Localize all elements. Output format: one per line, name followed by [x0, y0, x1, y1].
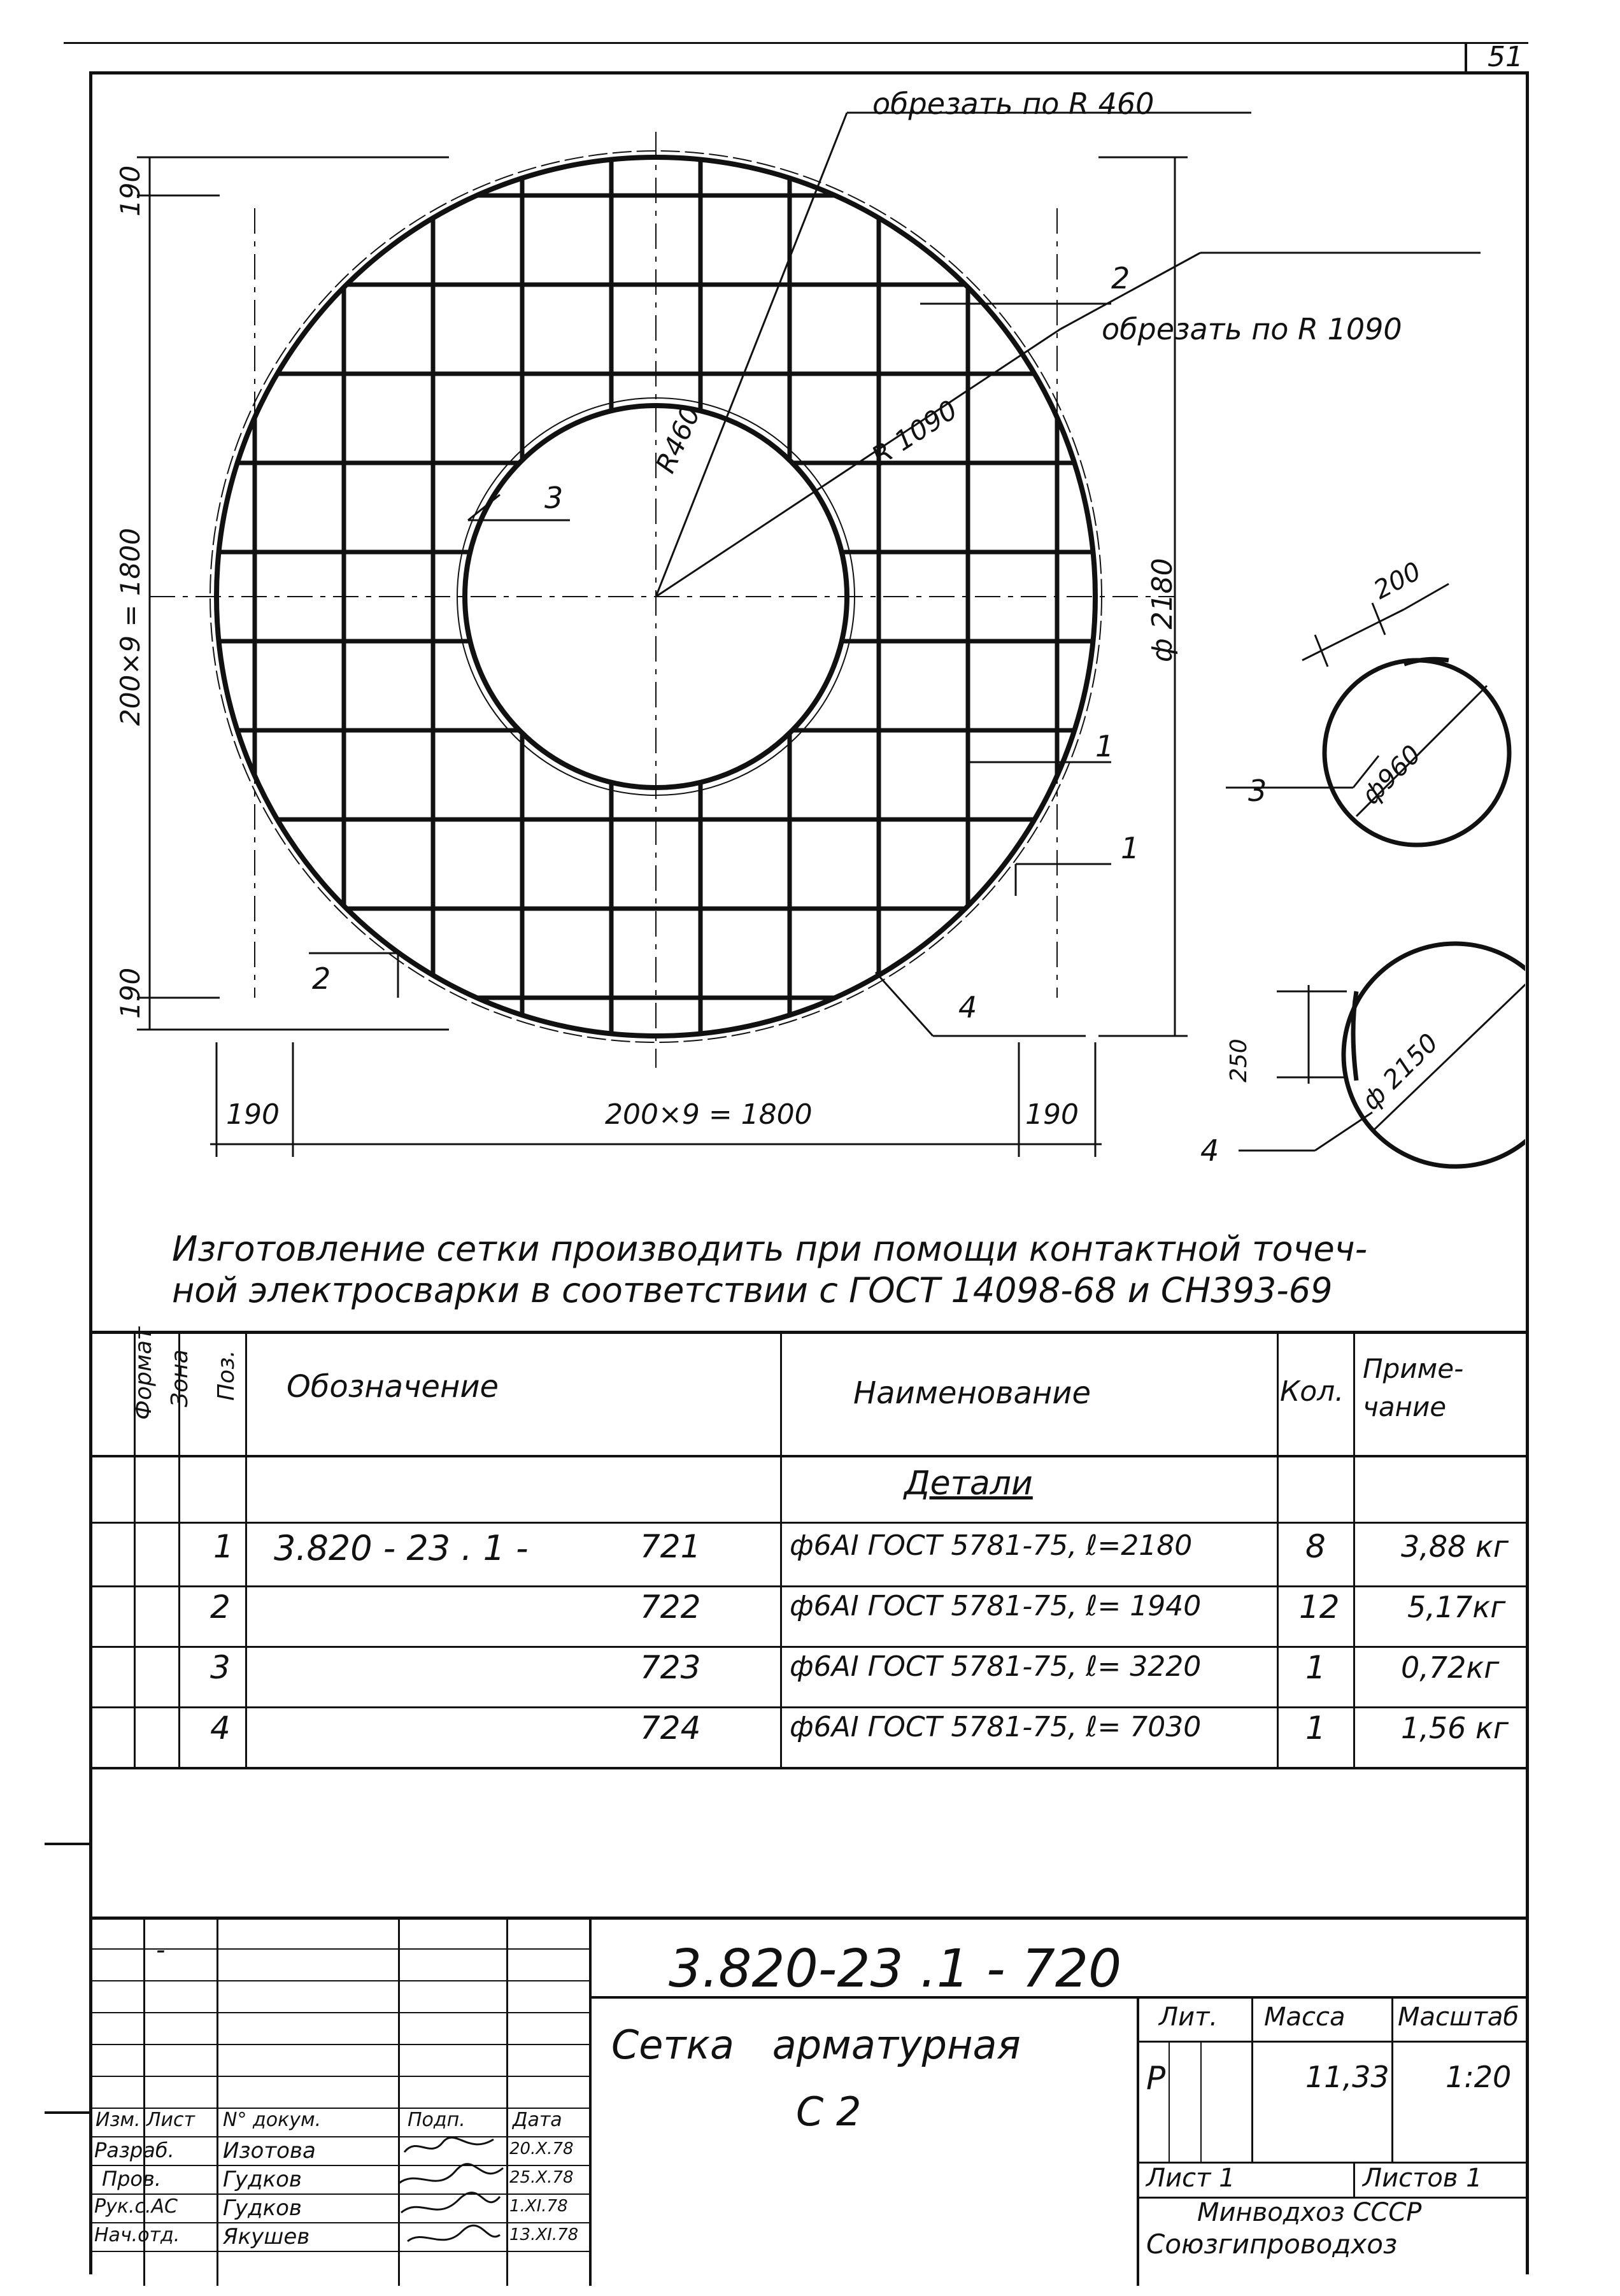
row-pos: 1: [213, 1528, 234, 1565]
row-qty: 1: [1305, 1649, 1326, 1686]
person-role: Нач.отд.: [94, 2224, 180, 2246]
label-sheet: Лист 1: [1146, 2164, 1235, 2193]
margin-mark-1: [45, 1843, 90, 1845]
person-name: Якушев: [223, 2224, 310, 2250]
row-note: 5,17кг: [1407, 1590, 1506, 1624]
dim-bottom-mid: 200×9 = 1800: [605, 1098, 813, 1131]
row-name: ф6АI ГОСТ 5781-75, ℓ= 3220: [790, 1650, 1202, 1683]
pos-label-4b: 4: [1200, 1133, 1219, 1168]
row-pos: 2: [210, 1589, 231, 1626]
person-name: Гудков: [223, 2195, 302, 2221]
col-sign: Подп.: [408, 2109, 465, 2131]
note-line-1: Изготовление сетки производить при помощи контактной точеч-: [172, 1229, 1368, 1269]
org-line2: Союзгипроводхоз: [1146, 2229, 1398, 2260]
signatures: [398, 2133, 506, 2260]
callout-cut-r460: обрезать по R 460: [872, 87, 1155, 121]
label-dia2180: ф 2180: [1146, 558, 1179, 662]
label-dia960: ф960: [1356, 739, 1427, 811]
label-lit: Лит.: [1159, 2002, 1218, 2032]
row-note: 3,88 кг: [1401, 1529, 1509, 1564]
row-note: 1,56 кг: [1401, 1711, 1509, 1745]
person-name: Изотова: [223, 2138, 316, 2164]
dim-left-top: 190: [115, 165, 146, 216]
row-name: ф6АI ГОСТ 5781-75, ℓ=2180: [790, 1529, 1193, 1562]
row-qty: 12: [1299, 1589, 1340, 1626]
header-format: Формат: [131, 1326, 157, 1420]
header-name: Наименование: [853, 1375, 1091, 1411]
page-number-box-left: [1465, 42, 1467, 74]
margin-mark-2: [45, 2111, 90, 2114]
drawing-title-line2: С 2: [796, 2088, 862, 2135]
row-designation: 723: [640, 1649, 701, 1686]
note-line-2: ной электросварки в соответствии с ГОСТ 14098-68 и СН393-69: [172, 1270, 1333, 1310]
frame-right: [1526, 71, 1529, 2274]
person-name: Гудков: [223, 2167, 302, 2192]
person-date: 1.XI.78: [509, 2197, 568, 2216]
label-r1090: R 1090: [866, 393, 963, 472]
dim-bottom-right: 190: [1025, 1098, 1079, 1131]
row-designation: 724: [640, 1710, 701, 1747]
label-scale: Масштаб: [1398, 2002, 1519, 2032]
label-r460: R460: [650, 401, 707, 478]
pos-label-2a: 2: [1111, 261, 1130, 295]
org-line1: Минводхоз СССР: [1197, 2198, 1422, 2227]
label-dim200: 200: [1369, 556, 1426, 606]
person-date: 13.XI.78: [509, 2225, 579, 2244]
row-qty: 1: [1305, 1710, 1326, 1747]
dim-bottom-left: 190: [226, 1098, 280, 1131]
col-doc: N° докум.: [223, 2109, 322, 2131]
pos-label-3a: 3: [544, 481, 564, 515]
reinforcement-mesh-drawing: [92, 74, 1525, 1252]
label-dia2150: ф 2150: [1356, 1028, 1444, 1116]
dim-left-bottom: 190: [115, 967, 146, 1019]
header-pos: Поз.: [213, 1350, 239, 1401]
header-designation: Обозначение: [287, 1369, 499, 1405]
callout-cut-r1090: обрезать по R 1090: [1102, 312, 1402, 346]
row-designation-prefix: 3.820 - 23 . 1 -: [274, 1528, 529, 1568]
pos-label-1a: 1: [1095, 729, 1114, 763]
row-designation: 721: [640, 1528, 701, 1565]
pos-label-1b: 1: [1121, 831, 1140, 865]
person-role: Рук.с.АС: [94, 2195, 178, 2218]
person-date: 25.X.78: [509, 2168, 574, 2187]
pos-label-2b: 2: [312, 961, 331, 996]
header-note: Приме-чание: [1363, 1353, 1464, 1422]
row-name: ф6АI ГОСТ 5781-75, ℓ= 7030: [790, 1711, 1202, 1743]
col-izm: Изм.: [96, 2109, 141, 2131]
label-sheets: Листов 1: [1363, 2164, 1482, 2193]
dim-left-mid: 200×9 = 1800: [115, 528, 146, 726]
value-mass: 11,33: [1305, 2060, 1389, 2094]
row-name: ф6АI ГОСТ 5781-75, ℓ= 1940: [790, 1590, 1202, 1622]
section-title: Детали: [904, 1464, 1033, 1503]
page-top-edge: [64, 42, 1528, 44]
page-number: 51: [1488, 41, 1523, 73]
value-lit: Р: [1146, 2060, 1166, 2097]
header-qty: Кол.: [1280, 1375, 1344, 1408]
row-pos: 3: [210, 1649, 231, 1686]
col-list: Лист: [146, 2109, 195, 2131]
header-zone: Зона: [167, 1349, 193, 1407]
row-qty: 8: [1305, 1528, 1326, 1565]
person-role: Пров.: [102, 2167, 161, 2191]
row-designation: 722: [640, 1589, 701, 1626]
row-pos: 4: [210, 1710, 231, 1747]
tb-dash: -: [156, 1936, 166, 1965]
row-note: 0,72кг: [1401, 1650, 1500, 1685]
label-dim250: 250: [1226, 1038, 1252, 1082]
pos-label-3b: 3: [1248, 774, 1267, 808]
person-date: 20.X.78: [509, 2139, 574, 2158]
drawing-title-line1: Сетка арматурная: [611, 2022, 1021, 2068]
label-mass: Масса: [1264, 2002, 1346, 2032]
col-date: Дата: [513, 2109, 562, 2131]
doc-code: 3.820-23 .1 - 720: [669, 1939, 1122, 1999]
pos-label-4a: 4: [958, 990, 977, 1024]
value-scale: 1:20: [1446, 2060, 1512, 2094]
person-role: Разраб.: [94, 2138, 174, 2162]
